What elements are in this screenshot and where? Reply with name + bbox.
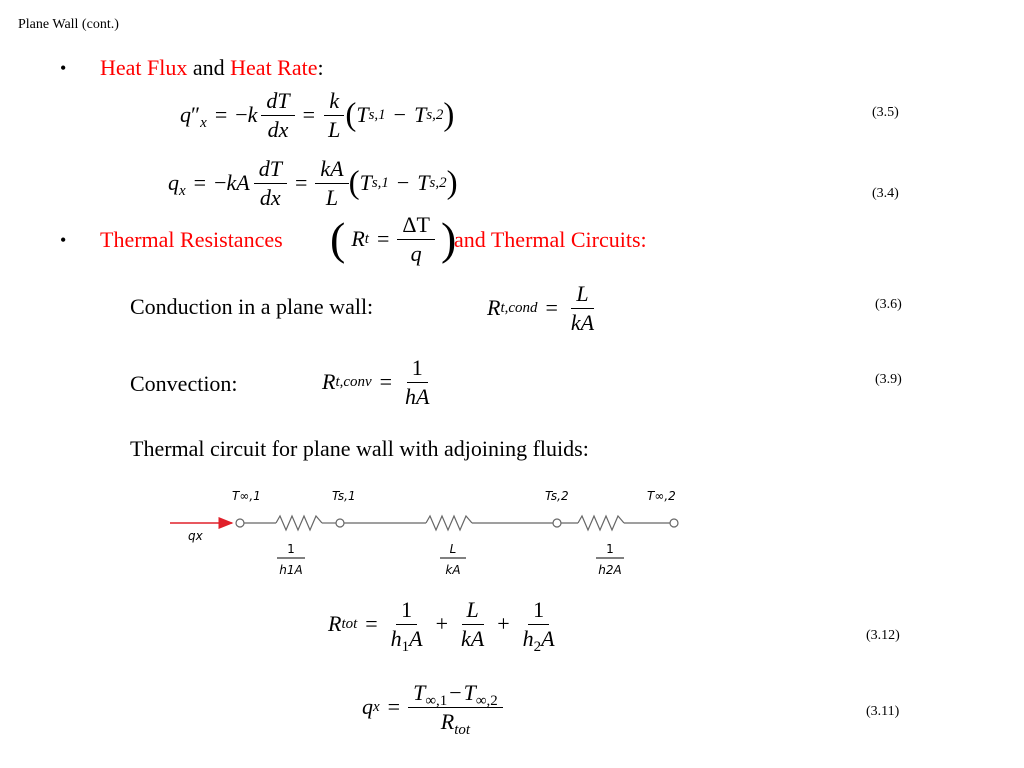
bullet-heat-flux-rate: [100, 55, 324, 81]
thermal-circuit-diagram: [160, 478, 720, 588]
eqno-3-4: (3.4): [872, 186, 899, 201]
bullet-1-marker: •: [60, 58, 67, 78]
node-label-1: T∞,1: [232, 489, 261, 503]
equation-3-9: R t,conv = $\frac{1}{hA}$: [322, 351, 434, 413]
equation-3-5: $q''_x$ = − k $\frac{dT}{dx}$ = $\frac{k}{L}$ ( T s,1 − T s,2 ): [180, 88, 455, 142]
L-over-kA-fraction-total: $\frac{L}{kA}$: [461, 597, 485, 651]
equation-3-11: q x = $\frac{T_{\infty,1}-T_{\infty,2}}{R_{tot}}$: [362, 674, 503, 740]
heat-rate-symbol: $q_x$: [168, 170, 186, 200]
conduction-label: Conduction in a plane wall:: [130, 294, 374, 319]
flow-label: qx: [188, 529, 203, 543]
resistor-2: [426, 516, 472, 530]
eqno-3-11: (3.11): [866, 704, 900, 719]
bullet-2-marker: •: [60, 230, 67, 250]
node-t-s-1: [336, 519, 344, 527]
one-over-hA-fraction: $\frac{1}{hA}$: [405, 355, 430, 409]
equation-3-6: R t,cond = $\frac{L}{kA}$: [487, 277, 599, 339]
resistor-1: [276, 516, 322, 530]
eqno-3-12: (3.12): [866, 628, 900, 643]
node-t-s-2: [553, 519, 561, 527]
k-over-L-fraction: $\frac{k}{L}$: [323, 88, 345, 142]
L-over-kA-fraction: $\frac{L}{kA}$: [570, 281, 595, 335]
node-t-inf-2: [670, 519, 678, 527]
page-title: Plane Wall (cont.): [18, 17, 119, 32]
dT-dx-fraction: $\frac{dT}{dx}$: [261, 88, 294, 142]
one-over-h1A-fraction: $\frac{1}{h_1A}$: [390, 597, 423, 655]
resistor-3: [578, 516, 624, 530]
circuit-caption: Thermal circuit for plane wall with adjoining fluids:: [130, 436, 589, 461]
resistor-2-num: L: [449, 542, 457, 556]
node-label-2: Ts,1: [332, 489, 356, 503]
equation-rt-definition: ( R t = $\frac{\Delta T}{q}$ ): [330, 212, 457, 266]
resistor-2-den: kA: [445, 563, 461, 577]
equation-3-4: $q_x$ = − kA $\frac{dT}{dx}$ = $\frac{kA}{L}$ ( T s,1 − T s,2 ): [168, 156, 458, 210]
node-label-3: Ts,2: [545, 489, 569, 503]
resistor-1-den: h1A: [279, 563, 303, 577]
thermal-circuits-label: and Thermal Circuits:: [454, 227, 647, 252]
temperature-difference-over-rtot: $\frac{T_{\infty,1}-T_{\infty,2}}{R_{tot}}$: [408, 680, 503, 734]
resistor-3-den: h2A: [598, 563, 622, 577]
node-label-4: T∞,2: [647, 489, 676, 503]
deltaT-over-q-fraction: $\frac{\Delta T}{q}$: [397, 212, 435, 266]
and-label: and: [192, 55, 225, 80]
convection-label: Convection:: [130, 371, 238, 396]
kA-over-L-fraction: $\frac{kA}{L}$: [315, 156, 348, 210]
one-over-h2A-fraction: $\frac{1}{h_2A}$: [522, 597, 555, 655]
eqno-3-5: (3.5): [872, 105, 899, 120]
heat-rate-label: Heat Rate: [230, 55, 318, 80]
colon-label: :: [317, 55, 324, 80]
circuit-wires: [244, 516, 670, 530]
equation-3-12: R tot = $\frac{1}{h_1A}$ + $\frac{L}{kA}$ + $\frac{1}{h_2A}$: [328, 592, 560, 656]
node-t-inf-1: [236, 519, 244, 527]
dT-dx-fraction: $\frac{dT}{dx}$: [254, 156, 287, 210]
resistor-3-num: 1: [606, 542, 614, 556]
resistor-1-num: 1: [287, 542, 295, 556]
thermal-resistances-label: Thermal Resistances: [100, 227, 283, 252]
heat-flux-label: Heat Flux: [100, 55, 188, 80]
eqno-3-6: (3.6): [875, 297, 902, 312]
heat-flux-symbol: $q''_x$: [180, 102, 207, 132]
eqno-3-9: (3.9): [875, 372, 902, 387]
